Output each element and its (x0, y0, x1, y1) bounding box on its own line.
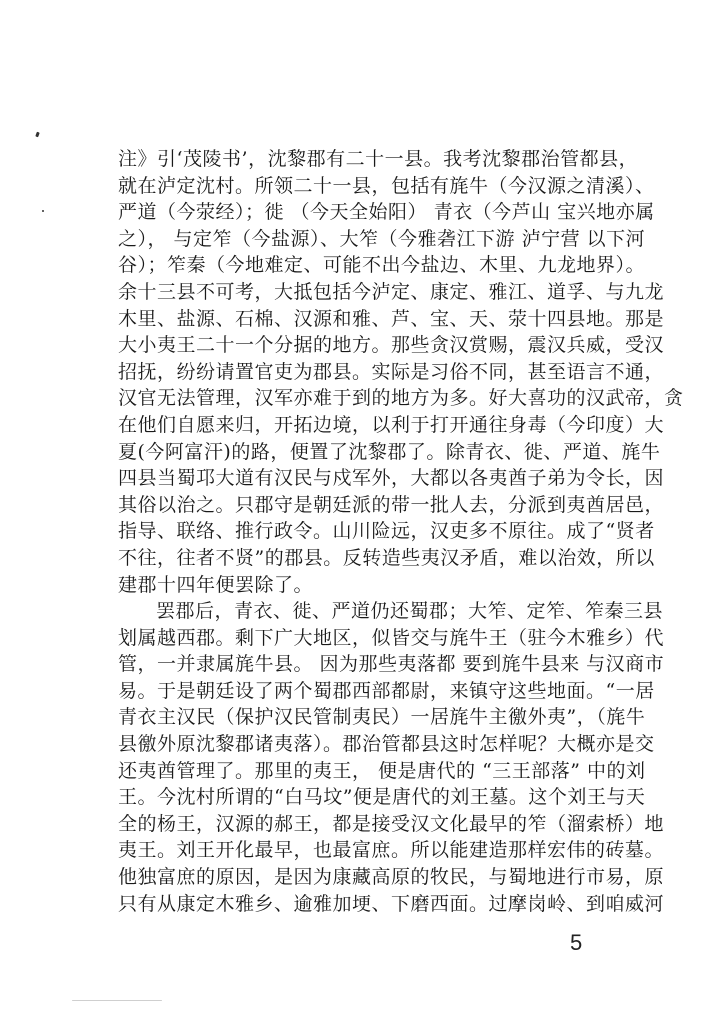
page-number: 5 (570, 930, 583, 955)
text-line: 就在泸定沈村。所领二十一县，包括有旄牛（今汉源之清溪）、 (118, 174, 655, 197)
text-line: 夷王。刘王开化最早，也最富庶。所以能建造那样宏伟的砖墓。 (118, 839, 665, 862)
text-line: 他独富庶的原因，是因为康藏高原的牧民，与蜀地进行市易，原 (118, 866, 665, 889)
text-line: 易。于是朝廷设了两个蜀郡西部都尉，来镇守这些地面。“一居 (118, 679, 655, 702)
text-line: 指导、联络、推行政令。山川险远，汉吏多不原往。成了“贤者 (118, 520, 655, 543)
text-line: 木里、盐源、石棉、汉源和雅、芦、宝、天、荥十四县地。那是 (118, 307, 665, 330)
text-line: 只有从康定木雅乡、逾雅加埂、下磨西面。过摩岗岭、到咱威河 (118, 892, 665, 915)
text-line: 王。今沈村所谓的“白马坟”便是唐代的刘王墓。这个刘王与天 (118, 786, 646, 809)
text-line: 大小夷王二十一个分据的地方。那些贪汉赏赐，震汉兵威，受汉 (118, 334, 665, 357)
text-line: 汉官无法管理，汉军亦难于到的地方为多。好大喜功的汉武帝，贪 (118, 387, 684, 410)
text-line: 注》引‘茂陵书’，沈黎郡有二十一县。我考沈黎郡治管都县， (118, 148, 639, 170)
text-line: 建郡十四年便罢除了。 (118, 573, 314, 596)
text-line: 全的杨王，汉源的郝王，都是接受汉文化最早的笮（溜索桥）地 (118, 812, 665, 835)
text-line: 夏(今阿富汗)的路，便置了沈黎郡了。除青衣、徙、严道、旄牛 (118, 440, 661, 463)
text-line: 其俗以治之。只郡守是朝廷派的带一批人去，分派到夷酋居邑， (118, 493, 665, 516)
text-line: 管，一并隶属旄牛县。 因为那些夷落都 要到旄牛县来 与汉商市 (118, 653, 665, 676)
text-line: 之）， 与定笮（今盐源）、大笮（今雅砻江下游 泸宁营 以下河 (118, 227, 646, 250)
text-line: 严道（今荥经）；徙 （今天全始阳） 青衣（今芦山 宝兴地亦属 (118, 201, 655, 224)
text-line: 青衣主汉民（保护汉民管制夷民）一居旄牛主徼外夷”，（旄牛 (118, 706, 646, 729)
text-line: 不往，往者不贤”的郡县。反转造些夷汉矛盾，难以治效，所以 (118, 546, 655, 569)
text-line: 罢郡后，青衣、徙、严道仍还蜀郡；大笮、定笮、笮秦三县 (156, 600, 664, 623)
text-line: 还夷酋管理了。那里的夷王， 便是唐代的 “三王部落” 中的刘 (118, 759, 646, 782)
text-line: 在他们自愿来归，开拓边境，以利于打开通往身毒（今印度）大 (118, 413, 665, 436)
paragraph (118, 598, 665, 917)
paragraph (118, 146, 684, 598)
scan-mark (72, 1000, 162, 1001)
text-line: 谷）；笮秦（今地难定、可能不出今盐边、木里、九龙地界）。 (118, 254, 646, 277)
ink-speck (35, 132, 40, 138)
text-line: 县徼外原沈黎郡诸夷落）。郡治管都县这时怎样呢？大概亦是交 (118, 733, 655, 756)
text-line: 划属越西郡。剩下广大地区，似皆交与旄牛王（驻今木雅乡）代 (118, 626, 665, 649)
text-line: 四县当蜀邛大道有汉民与戍军外，大都以各夷酋子弟为令长，因 (118, 467, 665, 490)
text-line: 招抚，纷纷请置官吏为郡县。实际是习俗不同，甚至语言不通， (118, 360, 665, 383)
body-text (118, 146, 684, 917)
ink-speck (42, 210, 44, 212)
text-line: 余十三县不可考，大抵包括今泸定、康定、雅江、道孚、与九龙 (118, 280, 665, 303)
